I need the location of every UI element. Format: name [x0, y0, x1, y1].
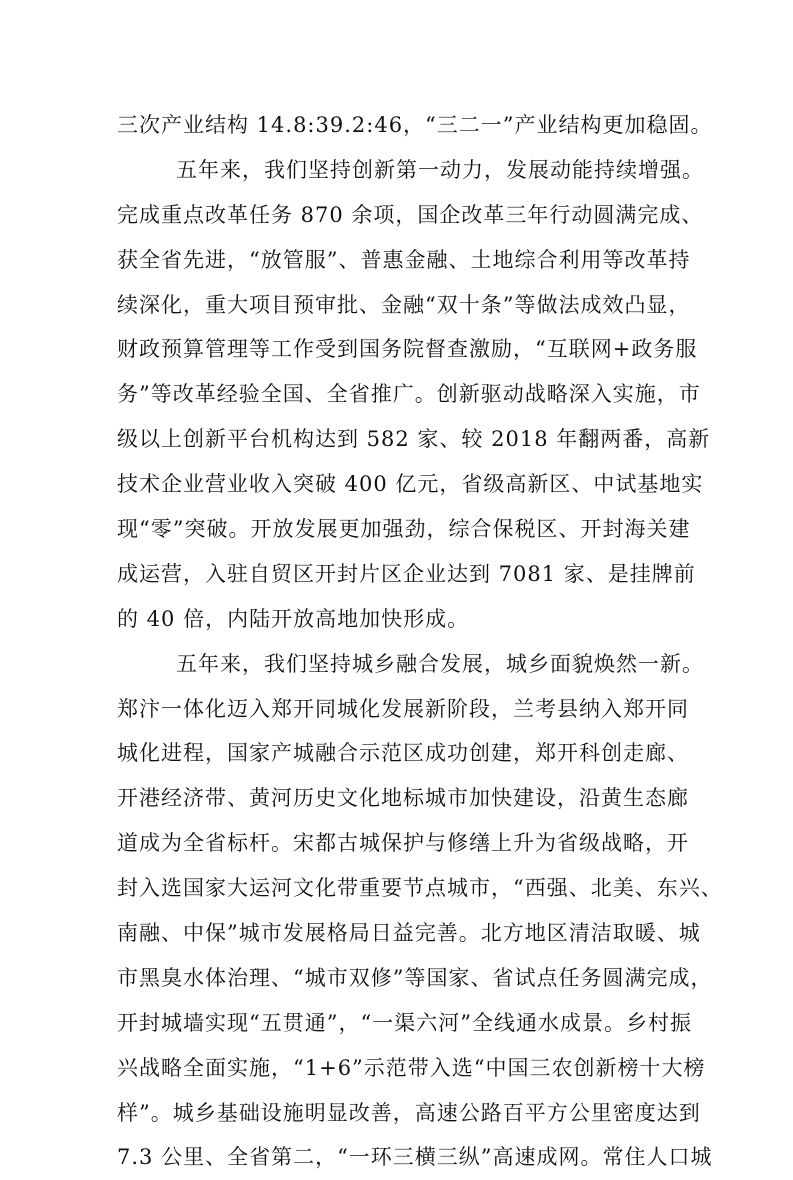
paragraph-line: 现“零”突破。开放发展更加强劲，综合保税区、开封海关建	[117, 517, 691, 542]
paragraph-line: 城化进程，国家产城融合示范区成功创建，郑开科创走廊、	[117, 741, 689, 766]
paragraph-line: 五年来，我们坚持创新第一动力，发展动能持续增强。	[176, 157, 704, 182]
document-page	[117, 103, 723, 1180]
paragraph-line: 7.3 公里、全省第二，“一环三横三纵”高速成网。常住人口城	[117, 1145, 713, 1170]
paragraph-line: 的 40 倍，内陆开放高地加快形成。	[117, 606, 470, 631]
paragraph-line: 完成重点改革任务 870 余项，国企改革三年行动圆满完成、	[117, 202, 704, 227]
paragraph-line: 道成为全省标杆。宋都古城保护与修缮上升为省级战略，开	[117, 831, 689, 856]
paragraph-line: 兴战略全面实施，“1+6”示范带入选“中国三农创新榜十大榜	[117, 1055, 706, 1080]
paragraph-line: 技术企业营业收入突破 400 亿元，省级高新区、中试基地实	[117, 472, 704, 497]
paragraph-line: 开港经济带、黄河历史文化地标城市加快建设，沿黄生态廊	[117, 786, 689, 811]
paragraph-line: 成运营，入驻自贸区开封片区企业达到 7081 家、是挂牌前	[117, 561, 696, 586]
paragraph-line: 郑汴一体化迈入郑开同城化发展新阶段，兰考县纳入郑开同	[117, 696, 689, 721]
paragraph-line: 封入选国家大运河文化带重要节点城市，“西强、北美、东兴、	[117, 876, 723, 901]
paragraph-line: 获全省先进，“放管服”、普惠金融、土地综合利用等改革持	[117, 247, 691, 272]
paragraph-line: 财政预算管理等工作受到国务院督查激励，“互联网+政务服	[117, 337, 698, 362]
paragraph-line: 开封城墙实现“五贯通”，“一渠六河”全线通水成景。乡村振	[117, 1010, 692, 1035]
paragraph-line: 三次产业结构 14.8:39.2:46，“三二一”产业结构更加稳固。	[117, 113, 713, 137]
paragraph-line: 务”等改革经验全国、全省推广。创新驱动战略深入实施，市	[117, 382, 701, 407]
paragraph-line: 五年来，我们坚持城乡融合发展，城乡面貌焕然一新。	[176, 651, 704, 676]
paragraph-line: 级以上创新平台机构达到 582 家、较 2018 年翻两番，高新	[117, 427, 711, 452]
paragraph-line: 样”。城乡基础设施明显改善，高速公路百平方公里密度达到	[117, 1100, 701, 1125]
paragraph-line: 南融、中保”城市发展格局日益完善。北方地区清洁取暖、城	[117, 921, 701, 946]
paragraph-line: 续深化，重大项目预审批、金融“双十条”等做法成效凸显，	[117, 292, 691, 317]
paragraph-line: 市黑臭水体治理、“城市双修”等国家、省试点任务圆满完成，	[117, 965, 713, 990]
